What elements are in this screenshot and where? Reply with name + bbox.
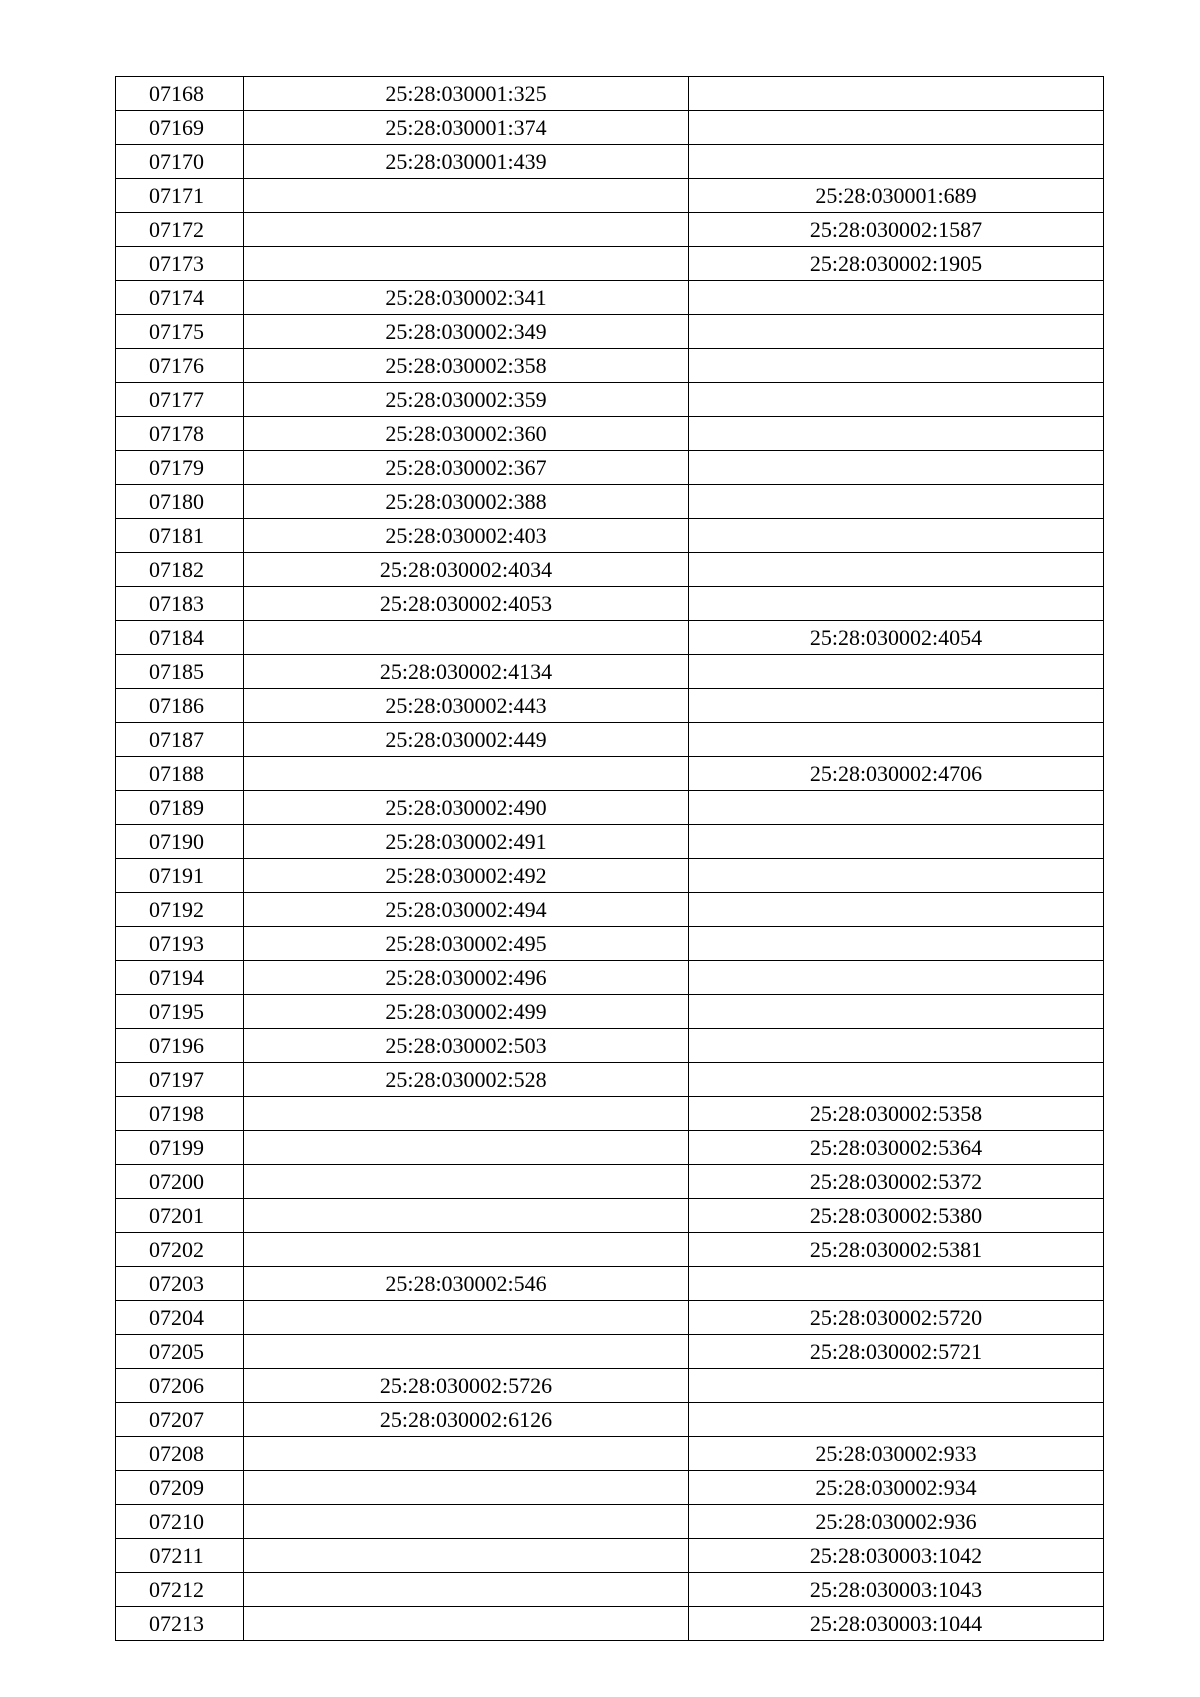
cadastral-number-cell: 25:28:030002:492 [244,859,689,893]
cadastral-number-cell [244,621,689,655]
row-number-cell: 07181 [116,519,244,553]
cadastral-number-alt-cell: 25:28:030002:1587 [689,213,1104,247]
table-row [116,1607,1104,1641]
cadastral-number-cell [244,179,689,213]
table-row [116,1233,1104,1267]
row-number-cell: 07193 [116,927,244,961]
row-number-cell: 07200 [116,1165,244,1199]
row-number-cell: 07191 [116,859,244,893]
table-row [116,1335,1104,1369]
cadastral-number-cell [244,1131,689,1165]
table-row [116,77,1104,111]
row-number-cell: 07168 [116,77,244,111]
cadastral-number-cell [244,1471,689,1505]
cadastral-number-alt-cell [689,77,1104,111]
cadastral-number-cell: 25:28:030002:495 [244,927,689,961]
cadastral-number-cell: 25:28:030001:439 [244,145,689,179]
cadastral-number-alt-cell: 25:28:030002:5721 [689,1335,1104,1369]
row-number-cell: 07176 [116,349,244,383]
table-row [116,621,1104,655]
cadastral-number-cell: 25:28:030002:4034 [244,553,689,587]
cadastral-number-cell: 25:28:030002:388 [244,485,689,519]
cadastral-number-alt-cell: 25:28:030002:933 [689,1437,1104,1471]
cadastral-number-cell: 25:28:030002:546 [244,1267,689,1301]
cadastral-number-alt-cell [689,519,1104,553]
cadastral-number-cell: 25:28:030002:6126 [244,1403,689,1437]
cadastral-number-alt-cell: 25:28:030003:1044 [689,1607,1104,1641]
row-number-cell: 07169 [116,111,244,145]
cadastral-number-cell: 25:28:030002:528 [244,1063,689,1097]
cadastral-number-cell: 25:28:030002:494 [244,893,689,927]
cadastral-number-alt-cell [689,791,1104,825]
table-row [116,1505,1104,1539]
table-row [116,1097,1104,1131]
table-row [116,825,1104,859]
table-row [116,247,1104,281]
row-number-cell: 07197 [116,1063,244,1097]
table-row [116,791,1104,825]
cadastral-number-alt-cell [689,893,1104,927]
cadastral-number-cell: 25:28:030002:358 [244,349,689,383]
row-number-cell: 07196 [116,1029,244,1063]
cadastral-number-alt-cell: 25:28:030002:5380 [689,1199,1104,1233]
table-row [116,1029,1104,1063]
row-number-cell: 07178 [116,417,244,451]
table-row [116,655,1104,689]
cadastral-number-cell [244,247,689,281]
row-number-cell: 07188 [116,757,244,791]
row-number-cell: 07210 [116,1505,244,1539]
cadastral-number-alt-cell: 25:28:030003:1043 [689,1573,1104,1607]
row-number-cell: 07198 [116,1097,244,1131]
cadastral-number-alt-cell: 25:28:030002:5372 [689,1165,1104,1199]
cadastral-number-cell [244,1097,689,1131]
cadastral-number-alt-cell [689,1063,1104,1097]
cadastral-number-alt-cell [689,587,1104,621]
row-number-cell: 07172 [116,213,244,247]
row-number-cell: 07184 [116,621,244,655]
cadastral-number-cell [244,1505,689,1539]
row-number-cell: 07175 [116,315,244,349]
cadastral-number-cell: 25:28:030002:5726 [244,1369,689,1403]
row-number-cell: 07201 [116,1199,244,1233]
table-row [116,179,1104,213]
cadastral-number-alt-cell [689,961,1104,995]
row-number-cell: 07171 [116,179,244,213]
table-row [116,383,1104,417]
table-body [116,77,1104,1641]
table-row [116,1199,1104,1233]
table-row [116,519,1104,553]
cadastral-number-alt-cell: 25:28:030001:689 [689,179,1104,213]
cadastral-number-alt-cell [689,1369,1104,1403]
cadastral-number-alt-cell [689,1029,1104,1063]
cadastral-number-alt-cell: 25:28:030003:1042 [689,1539,1104,1573]
cadastral-number-cell: 25:28:030002:503 [244,1029,689,1063]
row-number-cell: 07205 [116,1335,244,1369]
table-row [116,1063,1104,1097]
table-row [116,485,1104,519]
table-row [116,995,1104,1029]
table-row [116,1437,1104,1471]
cadastral-number-cell: 25:28:030002:367 [244,451,689,485]
cadastral-number-cell: 25:28:030002:4053 [244,587,689,621]
row-number-cell: 07183 [116,587,244,621]
cadastral-number-alt-cell [689,553,1104,587]
table-row [116,145,1104,179]
table-row [116,859,1104,893]
table-row [116,961,1104,995]
table-row [116,757,1104,791]
cadastral-number-cell [244,1437,689,1471]
cadastral-number-cell: 25:28:030002:341 [244,281,689,315]
cadastral-number-alt-cell: 25:28:030002:934 [689,1471,1104,1505]
cadastral-number-cell: 25:28:030002:449 [244,723,689,757]
cadastral-number-alt-cell [689,485,1104,519]
cadastral-number-alt-cell [689,825,1104,859]
cadastral-number-cell [244,1335,689,1369]
row-number-cell: 07182 [116,553,244,587]
table-row [116,1267,1104,1301]
row-number-cell: 07195 [116,995,244,1029]
row-number-cell: 07173 [116,247,244,281]
table-row [116,587,1104,621]
cadastral-number-cell: 25:28:030002:4134 [244,655,689,689]
cadastral-number-cell: 25:28:030002:359 [244,383,689,417]
row-number-cell: 07202 [116,1233,244,1267]
row-number-cell: 07203 [116,1267,244,1301]
cadastral-number-cell: 25:28:030002:360 [244,417,689,451]
cadastral-number-alt-cell: 25:28:030002:1905 [689,247,1104,281]
row-number-cell: 07204 [116,1301,244,1335]
row-number-cell: 07209 [116,1471,244,1505]
table-row [116,1471,1104,1505]
cadastral-number-alt-cell [689,1403,1104,1437]
row-number-cell: 07207 [116,1403,244,1437]
row-number-cell: 07185 [116,655,244,689]
cadastral-number-cell [244,757,689,791]
cadastral-number-cell [244,1199,689,1233]
cadastral-number-alt-cell [689,1267,1104,1301]
cadastral-number-cell: 25:28:030002:491 [244,825,689,859]
cadastral-number-alt-cell [689,281,1104,315]
cadastral-number-alt-cell: 25:28:030002:5358 [689,1097,1104,1131]
table-row [116,689,1104,723]
row-number-cell: 07211 [116,1539,244,1573]
row-number-cell: 07170 [116,145,244,179]
cadastral-number-cell: 25:28:030002:496 [244,961,689,995]
cadastral-number-alt-cell [689,689,1104,723]
table-row [116,315,1104,349]
cadastral-number-alt-cell [689,859,1104,893]
cadastral-number-alt-cell [689,383,1104,417]
cadastral-number-cell [244,1301,689,1335]
row-number-cell: 07179 [116,451,244,485]
cadastral-number-alt-cell [689,451,1104,485]
row-number-cell: 07199 [116,1131,244,1165]
cadastral-number-alt-cell [689,349,1104,383]
cadastral-number-cell: 25:28:030002:443 [244,689,689,723]
cadastral-number-cell [244,1233,689,1267]
cadastral-number-alt-cell [689,927,1104,961]
cadastral-number-cell [244,1165,689,1199]
row-number-cell: 07187 [116,723,244,757]
row-number-cell: 07213 [116,1607,244,1641]
cadastral-number-cell: 25:28:030001:325 [244,77,689,111]
table-row [116,1165,1104,1199]
table-row [116,349,1104,383]
cadastral-number-cell: 25:28:030001:374 [244,111,689,145]
cadastral-number-alt-cell [689,723,1104,757]
row-number-cell: 07186 [116,689,244,723]
cadastral-number-alt-cell: 25:28:030002:5381 [689,1233,1104,1267]
cadastral-number-alt-cell [689,315,1104,349]
cadastral-number-alt-cell: 25:28:030002:4706 [689,757,1104,791]
row-number-cell: 07206 [116,1369,244,1403]
table-row [116,1369,1104,1403]
cadastral-table [115,76,1104,1641]
table-row [116,893,1104,927]
cadastral-number-alt-cell [689,145,1104,179]
row-number-cell: 07194 [116,961,244,995]
row-number-cell: 07174 [116,281,244,315]
table-row [116,553,1104,587]
table-row [116,451,1104,485]
row-number-cell: 07208 [116,1437,244,1471]
table-row [116,213,1104,247]
table-row [116,417,1104,451]
table-row [116,281,1104,315]
cadastral-number-alt-cell: 25:28:030002:4054 [689,621,1104,655]
table-row [116,1573,1104,1607]
table-row [116,1403,1104,1437]
cadastral-number-cell [244,1573,689,1607]
cadastral-number-alt-cell [689,111,1104,145]
cadastral-number-cell: 25:28:030002:349 [244,315,689,349]
row-number-cell: 07212 [116,1573,244,1607]
row-number-cell: 07192 [116,893,244,927]
row-number-cell: 07190 [116,825,244,859]
table-row [116,111,1104,145]
cadastral-number-cell [244,213,689,247]
cadastral-number-alt-cell [689,655,1104,689]
cadastral-number-alt-cell [689,995,1104,1029]
cadastral-number-alt-cell: 25:28:030002:5364 [689,1131,1104,1165]
cadastral-number-cell: 25:28:030002:499 [244,995,689,1029]
cadastral-number-cell: 25:28:030002:403 [244,519,689,553]
cadastral-number-alt-cell [689,417,1104,451]
row-number-cell: 07180 [116,485,244,519]
table-row [116,723,1104,757]
cadastral-number-alt-cell: 25:28:030002:5720 [689,1301,1104,1335]
table-row [116,1131,1104,1165]
row-number-cell: 07177 [116,383,244,417]
table-row [116,1301,1104,1335]
table-row [116,1539,1104,1573]
cadastral-number-alt-cell: 25:28:030002:936 [689,1505,1104,1539]
cadastral-number-cell [244,1539,689,1573]
cadastral-number-cell: 25:28:030002:490 [244,791,689,825]
table-row [116,927,1104,961]
row-number-cell: 07189 [116,791,244,825]
cadastral-number-cell [244,1607,689,1641]
